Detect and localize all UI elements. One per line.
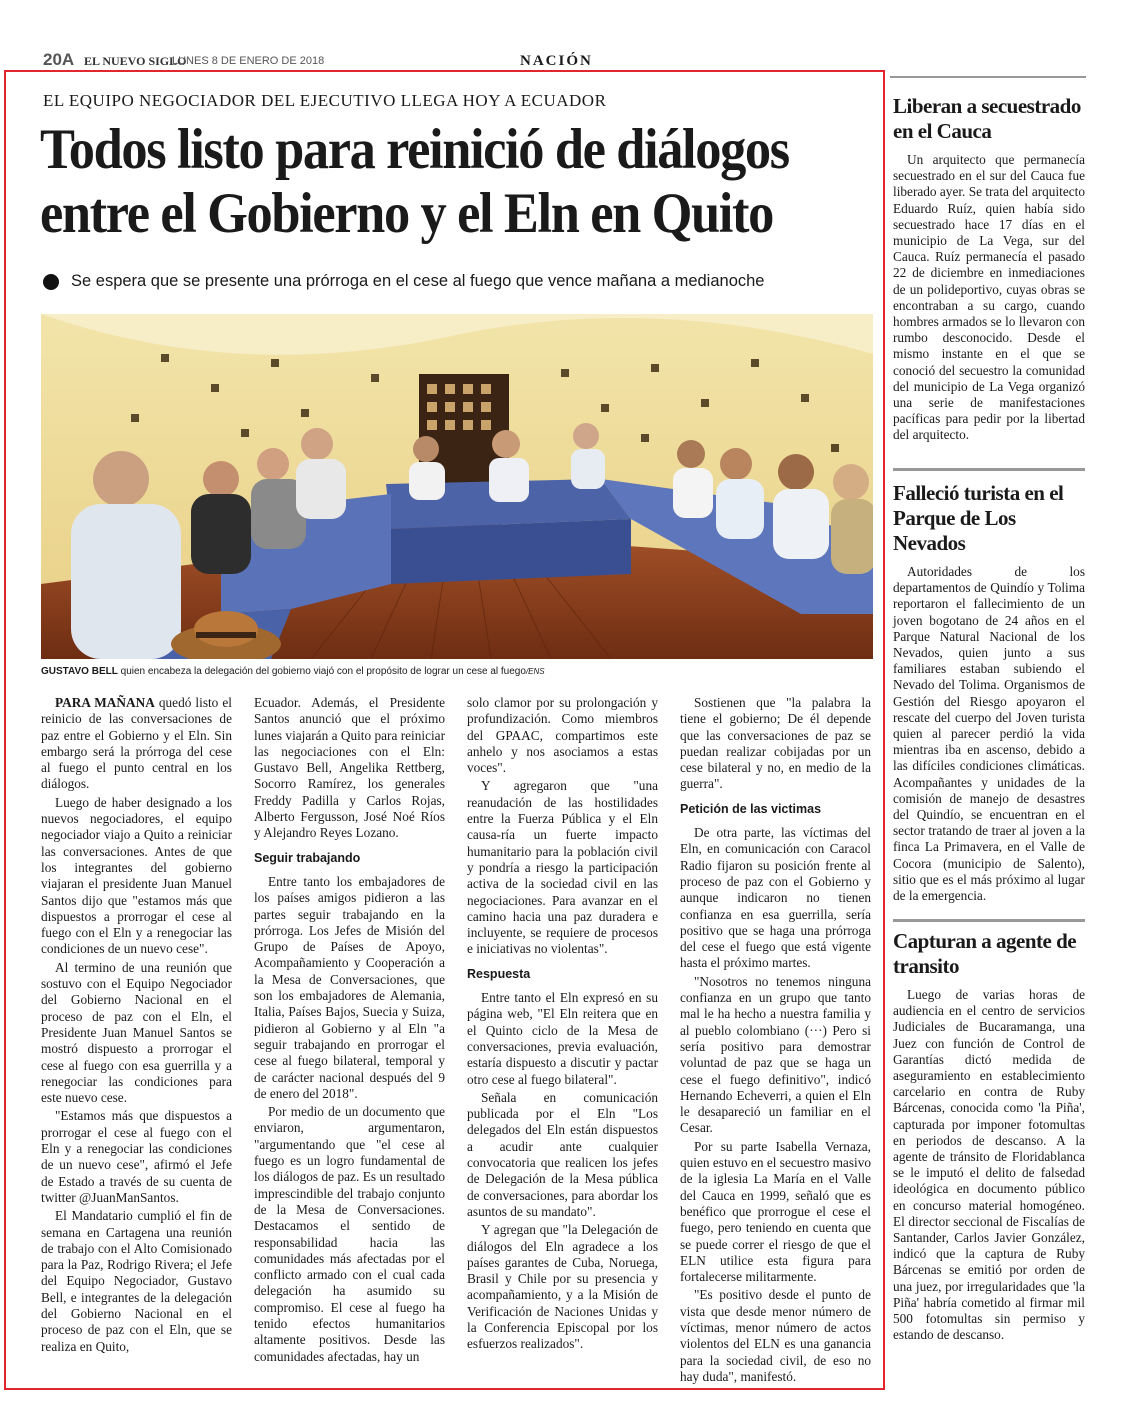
article-kicker: EL EQUIPO NEGOCIADOR DEL EJECUTIVO LLEGA HOY A ECUADOR [43, 91, 607, 110]
brief-body: Autoridades de los departamentos de Quindío y Tolima reportaron el fallecimiento de un joven bogotano de 24 años en el Parque Natural Nacional de los Nevados, quien junto a sus familiares estaban subiendo el Nevado del Tolima. Organismos de Gestión del Riesgo apoyaron el rescate del cuerpo del Joven turista quien al parecer perdió la vida mientras iba en ascenso, debido a las difíciles condiciones climáticas. Acompañantes y unidades de la comisión de manejo de desastres del Quindío, se encuentran en el sector tratando de traer al joven a la finca La Primavera, en el Valle de Cocora (municipio de Salento), sitio que es el más próximo al lugar de la emergencia. [893, 564, 1085, 904]
lead-in: PARA MAÑANA [55, 695, 155, 710]
sidebar-brief-3 [893, 929, 1085, 1343]
publication-name: EL NUEVO SIGLO [84, 54, 187, 68]
headline-line-1: Todos listo para reinició de diálogos [40, 118, 789, 181]
subheading: Petición de las victimas [680, 801, 822, 816]
paragraph: El Mandatario cumplió el fin de semana en Cartagena una reunión de trabajo con el Alto Comisionado para la Paz, Rodrigo Rivera; el Jefe del Equipo Negociador, Gustavo Bell, e integrantes de la delegación del Gobierno Nacional en el proceso de paz con el Eln, que se realiza en Quito, [41, 1208, 232, 1354]
headline-line-2: entre el Gobierno y el Eln en Quito [40, 182, 773, 245]
brief-title: Falleció turista en el Parque de Los Nevados [893, 481, 1064, 555]
paragraph: Por medio de un documento que enviaron, argumentaron, "argumentando que "el cese al fuego es un logro fundamental de los diálogos de paz. Es un resultado imprescindible del trabajo conjunto de la Mesa de Conversaciones. Destacamos el sentido de responsabilidad hacia las comunidades más afectadas por el conflicto armado con el cual cada delegación ha asumido su compromiso. El cese al fuego ha tenido efectos humanitarios altamente positivos. Desde las comunidades afectadas, hay un [254, 1104, 445, 1364]
paragraph: Entre tanto el Eln expresó en su página web, "El Eln reitera que en el Quinto ciclo de la Mesa de conversaciones, previa evaluación, estaría dispuesto a discutir y pactar otro cese al fuego bilateral". [467, 990, 658, 1087]
article-column-4 [680, 695, 871, 1387]
sidebar-divider [893, 919, 1085, 922]
paragraph: De otra parte, las víctimas del Eln, en comunicación con Caracol Radio fijaron su posición frente al proceso de paz con el Gobierno y aunque indicaron no tienen confianza en esa guerrilla, sería positivo que se haga una prórroga del cese el fuego que está vigente hasta el próximo martes. [680, 825, 871, 971]
article-deck [43, 272, 764, 291]
caption-text: quien encabeza la delegación del gobierno viajó con el propósito de lograr un cese al fuego [117, 666, 526, 677]
brief-title: Capturan a agente de transito [893, 929, 1077, 978]
publication-date: LUNES 8 DE ENERO DE 2018 [172, 55, 325, 67]
caption-name: GUSTAVO BELL [41, 666, 118, 677]
brief-body: Luego de varias horas de audiencia en el centro de servicios Judiciales de Bucaramanga, una Juez con función de Control de Garantías dictó medida de aseguramiento en establecimiento carcelario en contra de Ruby Bárcenas, conocida como 'la Piña', capturada por imponer fotomultas en periodos de descanso. A la agente de tránsito de Floridablanca se le imputó el delito de falsedad ideológica en documento público en concurso material homogéneo. El director seccional de Fiscalías de Santander, Carlos Javier González, indicó que la captura de Ruby Bárcenas se emitió por orden de una juez, por irregularidades que 'la Piña' habría cometido al firmar mil 500 fotomultas sin permiso y estando de descanso. [893, 987, 1085, 1343]
page-header [40, 48, 1085, 72]
paragraph: solo clamor por su prolongación y profundización. Como miembros del GPAAC, compartimos este anhelo y nos asociamos a estas voces". [467, 695, 658, 776]
deck-text: Se espera que se presente una prórroga en el cese al fuego que vence mañana a medianoche [71, 272, 765, 290]
subheading: Respuesta [467, 966, 531, 981]
article-headline [40, 118, 813, 246]
brief-body: Un arquitecto que permanecía secuestrado en el sur del Cauca fue liberado ayer. Se trata del arquitecto Eduardo Ruíz, quien había sido secuestrado hace 17 días en el municipio de La Vega, sur del Cauca. Ruíz permanecía el pasado 22 de diciembre en inmediaciones de un polideportivo, cuyas obras se encontraban a su cargo, cuando hombres armados se lo llevaron con rumbo desconocido. Desde el mismo instante en el que se conoció del secuestro la comunidad del municipio de La Vega organizó una serie de manifestaciones pacíficas para pedir por la libertad del arquitecto. [893, 152, 1085, 443]
photo-caption [41, 666, 545, 677]
page-number: 20A [43, 50, 75, 69]
header-rule [890, 76, 1086, 78]
brief-title: Liberan a secuestrado en el Cauca [893, 94, 1081, 143]
subheading: Seguir trabajando [254, 850, 361, 865]
paragraph: Al termino de una reunión que sostuvo con el Equipo Negociador del Gobierno Nacional en el proceso de paz con el Eln, el Presidente Juan Manuel Santos se mostró dispuesto a prorrogar el cese al fuego con esa guerrilla y a renegociar las condiciones para este nuevo cese. [41, 959, 232, 1106]
article-column-2 [254, 695, 445, 1367]
paragraph: Entre tanto los embajadores de los países amigos pidieron a las partes seguir trabajando en la prórroga. Los Jefes de Misión del Grupo de Países de Apoyo, Acompañamiento y Cooperación a la Mesa de Conversaciones, que son los embajadores de Alemania, Italia, Países Bajos, Suecia y Suiza, pidieron al Gobierno y al Eln "a seguir trabajando en prorrogar el cese al fuego bilateral, temporal y de carácter nacional después del 9 de enero del 2018". [254, 873, 445, 1101]
caption-credit: /ENS [525, 667, 545, 676]
article-column-1 [41, 695, 232, 1357]
bullet-icon [43, 274, 59, 290]
paragraph: Sostienen que "la palabra la tiene el gobierno; De él depende que las conversaciones de paz se puedan realizar cobijadas por un cese bilateral y no, en medio de la guerra". [680, 695, 871, 792]
paragraph: Y agregan que "la Delegación de diálogos del Eln agradece a los países garantes de Cuba, Noruega, Brasil y Chile por su presencia y acompañamiento, y a la Misión de Verificación de Naciones Unidas y la Conferencia Episcopal por los esfuerzos realizados". [467, 1222, 658, 1352]
meeting-room-photo [41, 314, 873, 659]
sidebar-divider [893, 468, 1085, 471]
lead-text: quedó listo el reinicio de las conversaciones de paz entre el Gobierno y el Eln. Sin embargo será la prórroga del cese al fuego el punto central en los diálogos. [41, 695, 232, 792]
paragraph: "Es positivo desde el punto de vista que desde menor número de víctimas, menor número de actos violentos del ELN es una ganancia para la sociedad civil, de eso no hay duda", manifestó. [680, 1287, 871, 1384]
paragraph: Luego de haber designado a los nuevos negociadores, el equipo negociador viajo a Quito a reiniciar las conversaciones. Antes de que los integrantes del gobierno viajaran el presidente Juan Manuel Santos dijo que "estamos más que dispuestos a prorrogar el cese al fuego con el Eln y a renegociar las condiciones de un nuevo cese". [41, 794, 232, 957]
paragraph: Y agregaron que "una reanudación de las hostilidades entre la Fuerza Pública y el Eln causa-ría un fuerte impacto humanitario para la población civil y pondría a riesgo la participación activa de la sociedad civil en las negociaciones. Para avanzar en el camino hacia una paz duradera e incluyente, se requiere de procesos e iniciativas no violentas". [467, 778, 658, 957]
sidebar-brief-1 [893, 94, 1085, 444]
paragraph [41, 695, 232, 793]
article-column-3 [467, 695, 658, 1355]
section-name: NACIÓN [520, 53, 593, 69]
article-photo [41, 314, 873, 659]
paragraph: Por su parte Isabella Vernaza, quien estuvo en el secuestro masivo de la iglesia La María en el Valle del Cauca en 1999, señaló que es benéfico que prorrogue el cese el fuego, pero teniendo en cuenta que se puede correr el riesgo de que el ELN utilice esta figura para fortalecerse militarmente. [680, 1138, 871, 1285]
paragraph: Ecuador. Además, el Presidente Santos anunció que el próximo lunes viajarán a Quito para reiniciar las negociaciones con el Eln: Gustavo Bell, Angelika Rettberg, Socorro Ramírez, los generales Freddy Padilla y Carlos Rojas, Alberto Fergusson, José Noé Ríos y Alejandro Reyes Lozano. [254, 695, 445, 841]
sidebar-brief-2 [893, 481, 1085, 904]
paragraph: "Nosotros no tenemos ninguna confianza en un grupo que tanto mal le ha hecho a nuestra familia y al pueblo colombiano (···) Pero si sería positivo para demostrar voluntad de paz que se haga un cese el fuego definitivo", indicó Hernando Echeverri, a quien el Eln le desapareció un familiar en el Cesar. [680, 973, 871, 1136]
paragraph: "Estamos más que dispuestos a prorrogar el cese al fuego con el Eln y a renegociar las condiciones de un nuevo cese", afirmó el Jefe de Estado a través de su cuenta de twitter @JuanManSantos. [41, 1108, 232, 1205]
paragraph: Señala en comunicación publicada por el Eln "Los delegados del Eln están dispuestos a acudir ante cualquier convocatoria que realicen los jefes de Delegación de la Mesa pública de conversaciones, para abordar los asuntos de su mandato". [467, 1089, 658, 1219]
